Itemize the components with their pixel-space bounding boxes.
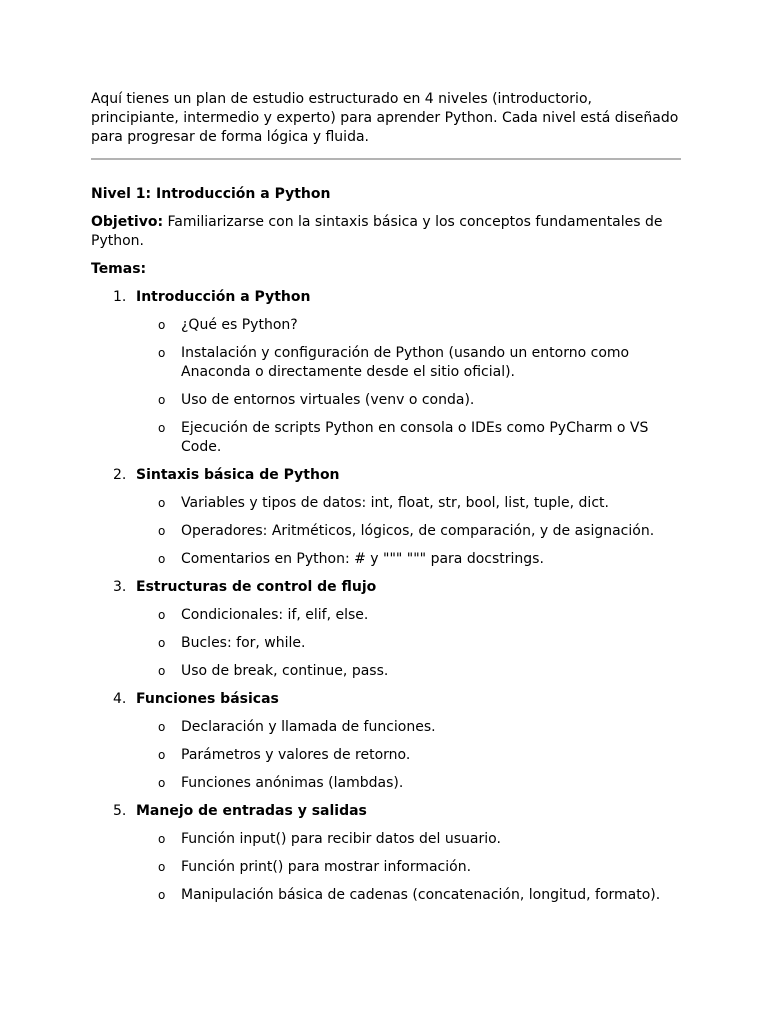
bullet-icon: o — [158, 664, 166, 678]
list-item-text: Manipulación básica de cadenas (concatenación, longitud, formato). — [181, 887, 661, 903]
bullet-icon: o — [158, 636, 166, 650]
bullet-icon: o — [158, 832, 166, 846]
topic-title: Sintaxis básica de Python — [136, 467, 340, 483]
bullet-icon: o — [158, 496, 166, 510]
topic-item — [91, 690, 681, 793]
list-item-text: Operadores: Aritméticos, lógicos, de comparación, y de asignación. — [181, 523, 655, 539]
document-content — [91, 90, 681, 914]
list-item-text: Funciones anónimas (lambdas). — [181, 775, 404, 791]
bullet-icon: o — [158, 421, 166, 435]
list-item-text: Comentarios en Python: # y """ """ para docstrings. — [181, 551, 544, 567]
topic-title: Introducción a Python — [136, 289, 311, 305]
objective-text: Familiarizarse con la sintaxis básica y los conceptos fundamentales de Python. — [91, 214, 663, 249]
topic-number: 1. — [113, 289, 127, 305]
list-item — [91, 830, 681, 849]
topic-heading — [91, 578, 681, 597]
bullet-icon: o — [158, 393, 166, 407]
list-item — [91, 634, 681, 653]
list-item-text: Ejecución de scripts Python en consola o IDEs como PyCharm o VS Code. — [181, 420, 649, 455]
topic-title: Funciones básicas — [136, 691, 279, 707]
list-item-text: Parámetros y valores de retorno. — [181, 747, 411, 763]
list-item — [91, 886, 681, 905]
topic-item — [91, 578, 681, 681]
bullet-icon: o — [158, 608, 166, 622]
list-item-text: Función print() para mostrar información. — [181, 859, 472, 875]
list-item — [91, 550, 681, 569]
bullet-icon: o — [158, 720, 166, 734]
list-item — [91, 746, 681, 765]
topic-heading — [91, 690, 681, 709]
list-item — [91, 662, 681, 681]
topics-label: Temas: — [91, 261, 147, 277]
topic-item — [91, 802, 681, 905]
bullet-icon: o — [158, 860, 166, 874]
list-item — [91, 718, 681, 737]
list-item-text: Uso de entornos virtuales (venv o conda). — [181, 392, 475, 408]
bullet-icon: o — [158, 318, 166, 332]
topic-item — [91, 288, 681, 457]
subitem-list — [91, 718, 681, 793]
horizontal-divider — [91, 158, 681, 160]
objective-paragraph — [91, 213, 681, 251]
list-item-text: Condicionales: if, elif, else. — [181, 607, 369, 623]
objective-label: Objetivo: — [91, 214, 164, 230]
list-item-text: Función input() para recibir datos del usuario. — [181, 831, 501, 847]
list-item-text: Declaración y llamada de funciones. — [181, 719, 436, 735]
bullet-icon: o — [158, 552, 166, 566]
subitem-list — [91, 830, 681, 905]
list-item-text: Variables y tipos de datos: int, float, str, bool, list, tuple, dict. — [181, 495, 609, 511]
list-item — [91, 522, 681, 541]
topic-number: 2. — [113, 467, 127, 483]
level-heading: Nivel 1: Introducción a Python — [91, 186, 331, 202]
subitem-list — [91, 494, 681, 569]
topic-number: 5. — [113, 803, 127, 819]
list-item — [91, 344, 681, 382]
bullet-icon: o — [158, 346, 166, 360]
topic-heading — [91, 802, 681, 821]
list-item — [91, 494, 681, 513]
topic-heading — [91, 288, 681, 307]
intro-paragraph: Aquí tienes un plan de estudio estructurado en 4 niveles (introductorio, principiante, intermedio y experto) para aprender Python. Cada nivel está diseñado para progresar de forma lógica y fluida. — [91, 91, 679, 145]
bullet-icon: o — [158, 524, 166, 538]
bullet-icon: o — [158, 748, 166, 762]
bullet-icon: o — [158, 888, 166, 902]
topic-number: 4. — [113, 691, 127, 707]
topic-title: Manejo de entradas y salidas — [136, 803, 367, 819]
list-item — [91, 391, 681, 410]
list-item-text: ¿Qué es Python? — [181, 317, 298, 333]
list-item — [91, 316, 681, 335]
topic-number: 3. — [113, 579, 127, 595]
list-item — [91, 419, 681, 457]
list-item — [91, 774, 681, 793]
bullet-icon: o — [158, 776, 166, 790]
list-item-text: Bucles: for, while. — [181, 635, 306, 651]
topic-item — [91, 466, 681, 569]
list-item — [91, 858, 681, 877]
topic-heading — [91, 466, 681, 485]
topics-list — [91, 288, 681, 905]
list-item — [91, 606, 681, 625]
list-item-text: Instalación y configuración de Python (usando un entorno como Anaconda o directamente desde el sitio oficial). — [181, 345, 630, 380]
list-item-text: Uso de break, continue, pass. — [181, 663, 389, 679]
subitem-list — [91, 316, 681, 457]
topic-title: Estructuras de control de flujo — [136, 579, 377, 595]
subitem-list — [91, 606, 681, 681]
